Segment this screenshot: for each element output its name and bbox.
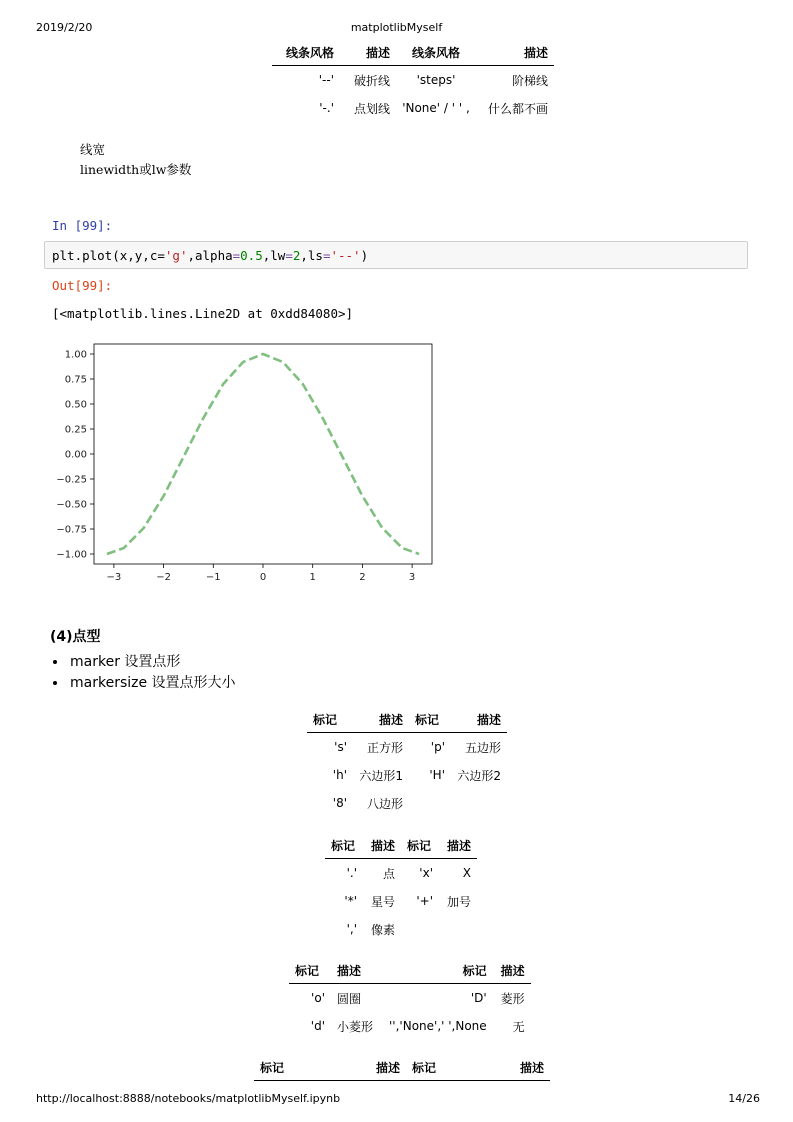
table-header: 描述: [331, 958, 383, 984]
table-header: 标记: [406, 1055, 448, 1081]
plot-frame: [94, 344, 432, 564]
x-tick-label: −1: [205, 572, 221, 583]
table-row: [307, 789, 507, 817]
table-cell: 六边形2: [457, 768, 501, 783]
print-date: 2019/2/20: [36, 21, 93, 34]
table-cell: 'h': [332, 768, 347, 782]
table-cell: ',': [346, 922, 357, 936]
table-header: 描述: [353, 707, 409, 733]
table-cell: 八边形: [366, 796, 403, 811]
marker-table-3: [289, 958, 531, 1040]
table-header: 标记: [383, 958, 493, 984]
table-cell: '','None',' ',None: [389, 1019, 487, 1033]
bullet-list: [50, 652, 236, 694]
x-tick-label: 1: [309, 572, 316, 583]
table-row: [307, 733, 507, 762]
table-cell: 破折线: [353, 73, 390, 88]
table-header: 描述: [296, 1055, 406, 1081]
table-cell: 点划线: [353, 101, 390, 116]
table-cell: 's': [334, 740, 347, 754]
y-tick-label: 0.00: [64, 449, 87, 461]
table-header: 描述: [476, 40, 554, 66]
table-row: [307, 761, 507, 789]
table-row: [289, 984, 531, 1013]
output-text: [<matplotlib.lines.Line2D at 0xdd84080>]: [52, 306, 354, 321]
table-cell: 菱形: [500, 991, 525, 1006]
table-header: 描述: [439, 833, 477, 859]
y-tick-label: −0.50: [56, 499, 87, 511]
table-row: [325, 915, 477, 943]
table-cell: [451, 789, 507, 817]
table-cell: 无: [512, 1019, 525, 1034]
table-row: [325, 859, 477, 888]
marker-table-1: [307, 707, 507, 817]
table-cell: 阶梯线: [511, 73, 548, 88]
table-cell: 星号: [370, 894, 395, 909]
table-header: 描述: [448, 1055, 550, 1081]
table-cell: 小菱形: [337, 1019, 374, 1034]
table-cell: '.': [346, 866, 357, 880]
table-cell: 圆圈: [337, 991, 362, 1006]
table-row: [272, 66, 554, 95]
table-cell: 'p': [430, 740, 445, 754]
y-tick-label: −0.25: [56, 474, 87, 486]
code-text[interactable]: plt.plot(x,y,c='g',alpha=0.5,lw=2,ls='--'): [52, 248, 369, 263]
series-line: [107, 354, 419, 554]
table-cell: 五边形: [464, 740, 501, 755]
page-number: 14/26: [728, 1092, 760, 1105]
x-tick-label: −3: [106, 572, 122, 583]
y-tick-label: −1.00: [56, 549, 87, 561]
list-item: • markersize 设置点形大小: [68, 673, 236, 694]
y-tick-label: 0.25: [64, 424, 87, 436]
table-cell: '8': [332, 796, 347, 810]
table-row: [272, 94, 554, 122]
table-cell: 'D': [470, 991, 487, 1005]
table-cell: 六边形1: [359, 768, 403, 783]
list-item: • marker 设置点形: [68, 652, 236, 673]
y-tick-label: −0.75: [56, 524, 87, 536]
table-cell: 'H': [429, 768, 445, 782]
table-header: 标记: [409, 707, 451, 733]
table-cell: 点: [382, 866, 395, 881]
marker-table-4: [254, 1055, 550, 1081]
table-cell: 'd': [310, 1019, 325, 1033]
table-row: [289, 1012, 531, 1040]
x-tick-label: 2: [359, 572, 366, 583]
table-cell: 什么都不画: [487, 101, 548, 116]
linestyle-table: [272, 40, 554, 122]
y-tick-label: 0.75: [64, 374, 87, 386]
table-cell: X: [462, 866, 471, 880]
table-header: 标记: [325, 833, 363, 859]
table-cell: [401, 915, 439, 943]
table-header: 线条风格: [396, 40, 476, 66]
table-cell: '+': [416, 894, 433, 908]
table-header: 标记: [307, 707, 353, 733]
input-prompt: In [99]:: [52, 218, 113, 233]
table-cell: '*': [344, 894, 357, 908]
output-prompt: Out[99]:: [52, 278, 113, 293]
table-cell: 像素: [370, 922, 395, 937]
table-cell: 正方形: [366, 740, 403, 755]
table-row: [325, 887, 477, 915]
table-cell: '-.': [319, 101, 334, 115]
marker-table-2: [325, 833, 477, 943]
print-url: http://localhost:8888/notebooks/matplotlibMyself.ipynb: [36, 1092, 341, 1105]
line-chart: [50, 336, 445, 586]
section-heading: (4)点型: [50, 629, 101, 645]
code-cell[interactable]: [44, 241, 748, 269]
table-header: 描述: [363, 833, 401, 859]
table-header: 描述: [340, 40, 396, 66]
y-tick-label: 1.00: [64, 349, 87, 361]
table-cell: [439, 915, 477, 943]
linewidth-title: 线宽: [80, 142, 106, 157]
table-cell: 'x': [419, 866, 433, 880]
table-cell: [409, 789, 451, 817]
table-cell: 'None' / ' ' ,: [402, 101, 470, 115]
table-header: 标记: [289, 958, 331, 984]
table-header: 标记: [401, 833, 439, 859]
table-cell: 'steps': [416, 73, 456, 87]
x-tick-label: 0: [259, 572, 267, 583]
y-tick-label: 0.50: [64, 399, 87, 411]
table-header: 线条风格: [272, 40, 340, 66]
table-header: 描述: [451, 707, 507, 733]
linewidth-desc: linewidth或lw参数: [80, 162, 192, 177]
table-cell: 加号: [446, 894, 471, 909]
x-tick-label: −2: [156, 572, 171, 583]
table-header: 标记: [254, 1055, 296, 1081]
print-title: matplotlibMyself: [350, 21, 443, 34]
x-tick-label: 3: [408, 572, 416, 583]
table-cell: '--': [318, 73, 334, 87]
table-header: 描述: [493, 958, 531, 984]
table-cell: 'o': [311, 991, 325, 1005]
